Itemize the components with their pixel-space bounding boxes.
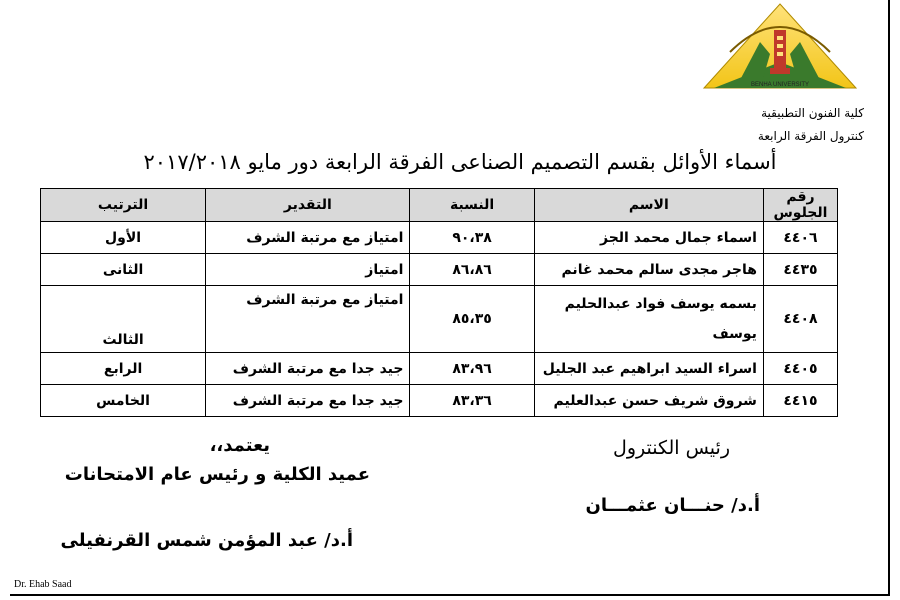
cell-rank: الخامس	[41, 385, 206, 417]
cell-name: شروق شريف حسن عبدالعليم	[534, 385, 763, 417]
control-name: كنترول الفرقة الرابعة	[757, 129, 864, 143]
dean-name: أ.د/ عبد المؤمن شمس القرنفيلى	[60, 530, 353, 551]
cell-name: اسراء السيد ابراهيم عبد الجليل	[534, 353, 763, 385]
cell-rank: الثانى	[41, 254, 206, 286]
table-row	[41, 353, 838, 385]
control-head-title: رئيس الكنترول	[613, 437, 730, 459]
cell-seat: ٤٤٠٥	[763, 353, 837, 385]
table-row	[41, 222, 838, 254]
dean-title: عميد الكلية و رئيس عام الامتحانات	[64, 464, 370, 485]
cell-percent: ٨٦،٨٦	[410, 254, 534, 286]
cell-name: اسماء جمال محمد الجز	[534, 222, 763, 254]
cell-seat: ٤٤١٥	[763, 385, 837, 417]
cell-rank: الثالث	[41, 286, 206, 353]
header-percent: النسبة	[410, 189, 534, 222]
table-row	[41, 385, 838, 417]
approval-label: يعتمد،،	[209, 435, 270, 456]
cell-percent: ٨٣،٣٦	[410, 385, 534, 417]
control-head-name: أ.د/ حنـــان عثمـــان	[585, 495, 760, 516]
cell-percent: ٨٥،٣٥	[410, 286, 534, 353]
results-table	[40, 188, 838, 417]
table-header-row	[41, 189, 838, 222]
header-name: الاسم	[534, 189, 763, 222]
cell-rank: الرابع	[41, 353, 206, 385]
cell-percent: ٩٠،٣٨	[410, 222, 534, 254]
cell-grade: امتياز مع مرتبة الشرف	[206, 286, 410, 353]
cell-seat: ٤٤٠٦	[763, 222, 837, 254]
credit-text: Dr. Ehab Saad	[14, 579, 72, 590]
faculty-name: كلية الفنون التطبيقية	[761, 106, 864, 120]
header-grade: التقدير	[206, 189, 410, 222]
cell-grade: امتياز	[206, 254, 410, 286]
page-title: أسماء الأوائل بقسم التصميم الصناعى الفرقة الرابعة دور مايو ٢٠١٧/٢٠١٨	[143, 150, 777, 174]
logo-subtext: BENHA UNIVERSITY	[750, 82, 810, 88]
cell-rank: الأول	[41, 222, 206, 254]
cell-name: هاجر مجدى سالم محمد غانم	[534, 254, 763, 286]
cell-grade: جيد جدا مع مرتبة الشرف	[206, 353, 410, 385]
cell-name: بسمه يوسف فواد عبدالحليم يوسف	[534, 286, 763, 353]
cell-seat: ٤٤٠٨	[763, 286, 837, 353]
benha-university-logo	[700, 2, 860, 94]
table-row	[41, 286, 838, 353]
table-row	[41, 254, 838, 286]
cell-percent: ٨٣،٩٦	[410, 353, 534, 385]
cell-grade: جيد جدا مع مرتبة الشرف	[206, 385, 410, 417]
header-seat: رقم الجلوس	[763, 189, 837, 222]
header-rank: الترتيب	[41, 189, 206, 222]
cell-seat: ٤٤٣٥	[763, 254, 837, 286]
cell-grade: امتياز مع مرتبة الشرف	[206, 222, 410, 254]
